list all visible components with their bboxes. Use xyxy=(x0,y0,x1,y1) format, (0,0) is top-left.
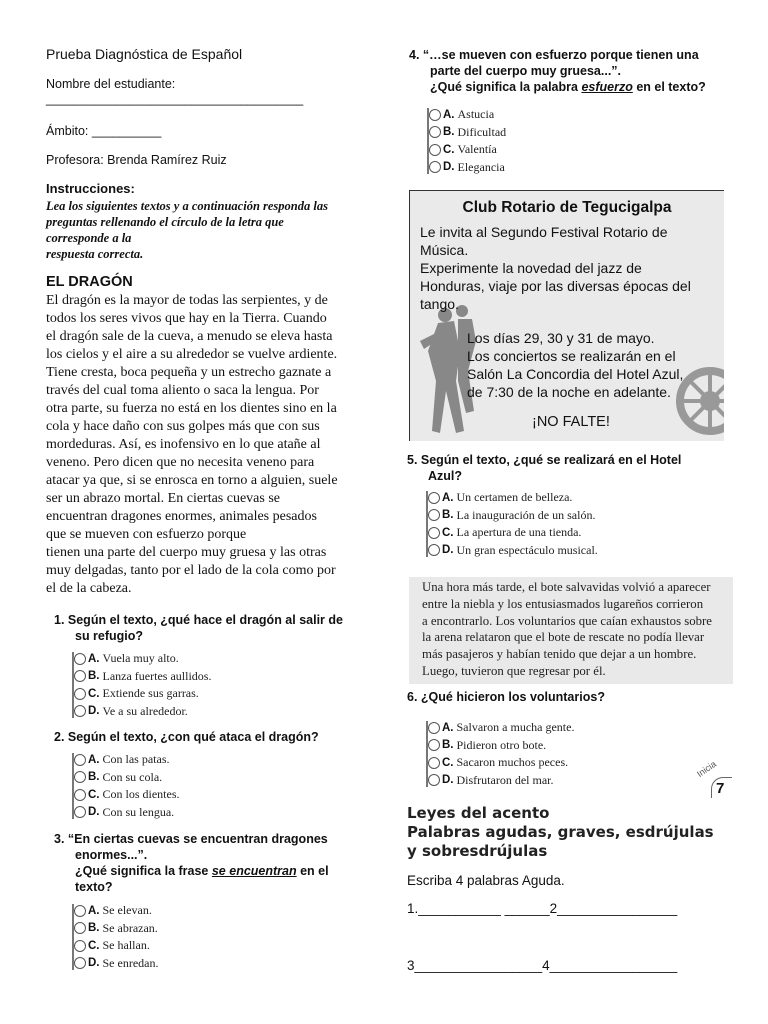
story-line: los cielos y el aire a su alrededor se vuelve ardiente. xyxy=(46,347,338,362)
option-letter: A. xyxy=(442,721,454,734)
answer-option[interactable] xyxy=(429,124,506,141)
story-line: atacar ya que, si se enrosca en torno a alguien, suele xyxy=(46,473,338,488)
answer-option[interactable] xyxy=(74,668,211,685)
ad-line: Honduras, viaje por las diversas épocas del xyxy=(420,278,691,294)
story-line: cola y hace daño con sus golpes más que con sus xyxy=(46,419,320,434)
answer-option[interactable] xyxy=(428,507,595,524)
answer-row-2[interactable]: 3_________________4_________________ xyxy=(407,958,678,973)
option-letter: C. xyxy=(88,939,100,952)
ad-details xyxy=(467,329,683,401)
passage-line: Luego, tuvieron que regresar por él. xyxy=(422,663,606,678)
option-letter: C. xyxy=(88,687,100,700)
radio-circle-icon[interactable] xyxy=(74,670,86,682)
story-body xyxy=(46,292,366,598)
option-letter: D. xyxy=(88,806,100,818)
story-line: El dragón es la mayor de todas las serpientes, y de xyxy=(46,293,328,308)
question-3-line xyxy=(54,863,329,879)
option-letter: B. xyxy=(442,509,454,521)
question-1-line: su refugio? xyxy=(75,629,144,643)
answer-option[interactable] xyxy=(74,937,150,954)
story-line: muy delgadas, tanto por el lado de la cola como por xyxy=(46,563,336,578)
ad-line: Salón La Concordia del Hotel Azul, xyxy=(467,366,684,382)
student-name-line[interactable]: _____________________________________ xyxy=(46,92,304,106)
passage-line: a encontrarlo. Los voluntarios que caían exhaustos sobre xyxy=(422,613,712,628)
page-corner-number: 7 xyxy=(716,780,725,797)
question-5-line: 5. Según el texto, ¿qué se realizará en el Hotel xyxy=(407,453,682,467)
option-text: Se enredan. xyxy=(102,955,159,970)
radio-circle-icon[interactable] xyxy=(74,688,86,700)
answer-option[interactable] xyxy=(74,786,180,803)
passage-line: más pasajeros y habían tenido que dejar a un hombre. xyxy=(422,647,697,662)
option-letter: C. xyxy=(442,526,454,539)
text-run: en el xyxy=(296,864,329,878)
answer-option[interactable] xyxy=(428,524,581,541)
story-line: mordeduras. Así, es inofensivo en lo que atañe al xyxy=(46,437,321,452)
answer-option[interactable] xyxy=(74,703,188,720)
question-5 xyxy=(407,452,681,484)
ad-line: Experimente la novedad del jazz de xyxy=(420,260,642,276)
ad-line: Le invita al Segundo Festival Rotario de xyxy=(420,224,668,240)
radio-circle-icon[interactable] xyxy=(428,774,440,786)
option-text: Se abrazan. xyxy=(102,920,158,935)
answer-option[interactable] xyxy=(428,754,568,771)
story-line: que se mueven con esfuerzo porque xyxy=(46,527,247,542)
radio-circle-icon[interactable] xyxy=(74,789,86,801)
answer-option[interactable] xyxy=(428,719,574,736)
radio-circle-icon[interactable] xyxy=(74,957,86,969)
answer-option[interactable] xyxy=(74,804,174,821)
ad-line: Los conciertos se realizarán en el xyxy=(467,348,676,364)
story-title: EL DRAGÓN xyxy=(46,274,133,290)
answer-option[interactable] xyxy=(429,106,494,123)
option-text: Astucia xyxy=(457,107,495,121)
option-text: Un certamen de belleza. xyxy=(456,490,573,504)
accent-instruction: Escriba 4 palabras Aguda. xyxy=(407,873,565,888)
accent-heading-line: Leyes del acento xyxy=(407,804,550,822)
question-4-line: parte del cuerpo muy gruesa...”. xyxy=(430,64,622,78)
ad-intro xyxy=(420,223,691,313)
question-6 xyxy=(407,689,605,705)
answer-option[interactable] xyxy=(74,769,162,786)
option-letter: D. xyxy=(442,774,454,786)
option-text: Disfrutaron del mar. xyxy=(456,772,554,787)
answer-option[interactable] xyxy=(428,489,572,506)
story-line: el de la cabeza. xyxy=(46,581,132,596)
option-text: Con su cola. xyxy=(102,769,163,784)
question-4-line: 4. “…se mueven con esfuerzo porque tienen una xyxy=(409,48,699,62)
radio-circle-icon[interactable] xyxy=(74,653,86,665)
option-letter: B. xyxy=(88,922,100,934)
radio-circle-icon[interactable] xyxy=(428,739,440,751)
radio-circle-icon[interactable] xyxy=(429,161,441,173)
option-text: Con las patas. xyxy=(102,752,170,766)
option-text: Sacaron muchos peces. xyxy=(456,755,569,769)
option-text: Dificultad xyxy=(457,124,507,139)
answer-option[interactable] xyxy=(428,542,598,559)
option-letter: B. xyxy=(443,126,455,138)
answer-option[interactable] xyxy=(74,955,158,972)
story-line: el dragón sale de la cueva, a menudo se eleva hasta xyxy=(46,329,333,344)
ad-line: de 7:30 de la noche en adelante. xyxy=(467,384,671,400)
question-3-line: texto? xyxy=(75,880,113,894)
radio-circle-icon[interactable] xyxy=(74,806,86,818)
story-line: través del cual toma aliento o saca la lengua. Por xyxy=(46,383,319,398)
question-3-line: 3. “En ciertas cuevas se encuentran dragones xyxy=(54,832,328,846)
option-text: Con los dientes. xyxy=(102,787,180,801)
question-3 xyxy=(54,831,329,895)
story-line: encuentran dragones enormes, animales pesados xyxy=(46,509,317,524)
option-letter: C. xyxy=(442,756,454,769)
question-4-line xyxy=(409,79,706,95)
ad-line: Música. xyxy=(420,242,469,258)
question-6-line: 6. ¿Qué hicieron los voluntarios? xyxy=(407,690,605,704)
accent-heading-line: Palabras agudas, graves, esdrújulas xyxy=(407,823,714,841)
story-line: Tiene cresta, boca pequeña y un estrecho gaznate a xyxy=(46,365,332,380)
option-letter: C. xyxy=(443,143,455,156)
option-letter: D. xyxy=(442,544,454,556)
instructions-line: preguntas rellenando el círculo de la letra que xyxy=(46,215,284,229)
answer-row-1[interactable]: 1.___________ ______2________________ xyxy=(407,901,678,916)
option-text: Salvaron a mucha gente. xyxy=(456,720,575,734)
option-text: La apertura de una tienda. xyxy=(456,525,582,539)
radio-circle-icon[interactable] xyxy=(74,905,86,917)
text-run: en el texto? xyxy=(632,80,706,94)
answer-option[interactable] xyxy=(429,141,497,158)
option-letter: A. xyxy=(88,753,100,766)
ambito-field[interactable]: Ámbito: __________ xyxy=(46,124,162,138)
radio-circle-icon[interactable] xyxy=(74,705,86,717)
page-corner-label: Inicia xyxy=(695,758,718,780)
answer-option[interactable] xyxy=(429,159,505,176)
question-2 xyxy=(54,729,319,745)
answer-option[interactable] xyxy=(74,650,179,667)
radio-circle-icon[interactable] xyxy=(428,757,440,769)
story-line: ser un abrazo mortal. En ciertas cuevas se xyxy=(46,491,281,506)
radio-circle-icon[interactable] xyxy=(429,126,441,138)
option-letter: A. xyxy=(88,904,100,917)
question-2-line: 2. Según el texto, ¿con qué ataca el dragón? xyxy=(54,730,319,744)
option-text: Se hallan. xyxy=(102,938,150,952)
story-line: tienen una parte del cuerpo muy gruesa y las otras xyxy=(46,545,327,560)
instructions-text xyxy=(46,198,328,262)
ad-cta: ¡NO FALTE! xyxy=(532,414,610,430)
answer-option[interactable] xyxy=(74,685,199,702)
instructions-heading: Instrucciones: xyxy=(46,181,135,196)
option-letter: D. xyxy=(88,705,100,717)
question-5-line: Azul? xyxy=(428,469,463,483)
question-3-line: enormes...”. xyxy=(75,848,148,862)
passage-line: la arena relataron que el bote de rescate no podía llevar xyxy=(422,630,705,645)
instructions-line: corresponde a la xyxy=(46,231,132,245)
option-letter: A. xyxy=(88,652,100,665)
option-text: Ve a su alrededor. xyxy=(102,703,188,718)
option-text: Lanza fuertes aullidos. xyxy=(102,668,212,683)
festival-ad xyxy=(409,190,724,441)
option-letter: D. xyxy=(88,957,100,969)
radio-circle-icon[interactable] xyxy=(428,509,440,521)
answer-option[interactable] xyxy=(74,920,158,937)
story-line: otra parte, su fuerza no está en los dientes sino en la xyxy=(46,401,337,416)
radio-circle-icon[interactable] xyxy=(429,144,441,156)
accent-heading-line: y sobresdrújulas xyxy=(407,842,548,860)
option-letter: A. xyxy=(443,108,455,121)
student-name-label: Nombre del estudiante: xyxy=(46,77,176,91)
option-letter: B. xyxy=(442,739,454,751)
accent-heading xyxy=(407,804,714,861)
radio-circle-icon[interactable] xyxy=(429,109,441,121)
option-text: Elegancia xyxy=(457,159,505,174)
option-letter: B. xyxy=(88,771,100,783)
radio-circle-icon[interactable] xyxy=(428,527,440,539)
passage-line: Una hora más tarde, el bote salvavidas volvió a aparecer xyxy=(422,580,711,594)
option-letter: C. xyxy=(88,788,100,801)
option-text: Con su lengua. xyxy=(102,804,175,819)
option-text: Pidieron otro bote. xyxy=(456,737,547,752)
question-4 xyxy=(409,47,706,95)
answer-option[interactable] xyxy=(74,902,152,919)
option-text: Vuela muy alto. xyxy=(102,651,179,665)
radio-circle-icon[interactable] xyxy=(428,722,440,734)
story-line: veneno. Pero dicen que no necesita veneno para xyxy=(46,455,315,470)
answer-option[interactable] xyxy=(74,751,170,768)
option-text: Valentía xyxy=(457,142,497,156)
text-run: ¿Qué significa la frase xyxy=(75,864,212,878)
answer-option[interactable] xyxy=(428,772,553,789)
option-text: Extiende sus garras. xyxy=(102,686,199,700)
page-title: Prueba Diagnóstica de Español xyxy=(46,46,243,62)
story-line: todos los seres vivos que hay en la Tierra. Cuando xyxy=(46,311,327,326)
emphasis-word: esfuerzo xyxy=(581,80,633,94)
answer-option[interactable] xyxy=(428,737,546,754)
option-letter: A. xyxy=(442,491,454,504)
instructions-line: respuesta correcta. xyxy=(46,247,144,261)
ad-line: tango. xyxy=(420,296,459,312)
lifeboat-passage xyxy=(409,577,733,684)
text-run: ¿Qué significa la palabra xyxy=(430,80,582,94)
option-text: La inauguración de un salón. xyxy=(456,507,596,522)
option-text: Un gran espectáculo musical. xyxy=(456,542,598,557)
radio-circle-icon[interactable] xyxy=(74,922,86,934)
emphasis-phrase: se encuentran xyxy=(211,864,297,878)
option-letter: D. xyxy=(443,161,455,173)
passage-line: entre la niebla y los entusiasmados lugareños corrieron xyxy=(422,596,704,611)
teacher-name: Profesora: Brenda Ramírez Ruiz xyxy=(46,153,227,167)
ad-line: Los días 29, 30 y 31 de mayo. xyxy=(467,330,655,346)
option-text: Se elevan. xyxy=(102,903,152,917)
radio-circle-icon[interactable] xyxy=(74,754,86,766)
radio-circle-icon[interactable] xyxy=(74,940,86,952)
question-1-line: 1. Según el texto, ¿qué hace el dragón al salir de xyxy=(54,613,343,627)
radio-circle-icon[interactable] xyxy=(428,492,440,504)
question-1 xyxy=(54,612,343,644)
radio-circle-icon[interactable] xyxy=(428,544,440,556)
radio-circle-icon[interactable] xyxy=(74,771,86,783)
instructions-line: Lea los siguientes textos y a continuación responda las xyxy=(46,199,328,213)
option-letter: B. xyxy=(88,670,100,682)
ad-title: Club Rotario de Tegucigalpa xyxy=(462,199,672,216)
